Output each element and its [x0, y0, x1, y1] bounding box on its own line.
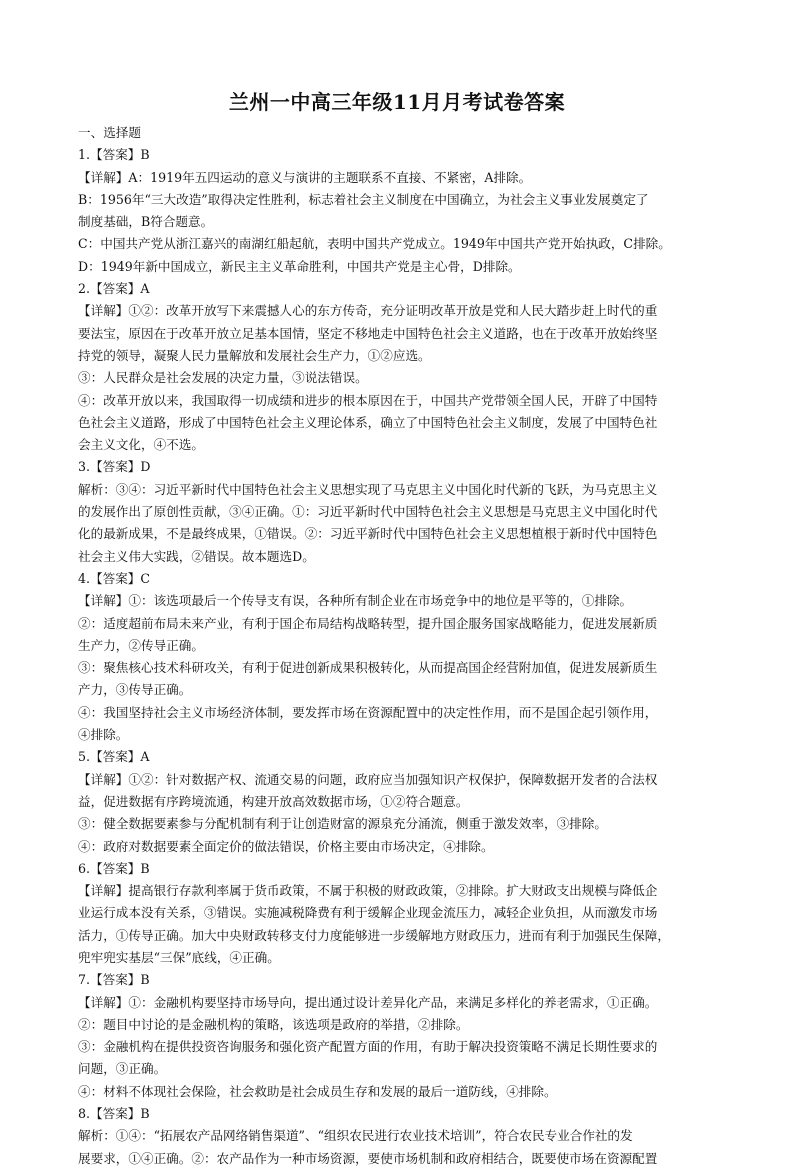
text-line: 化的最新成果，不是最终成果，①错误。②：习近平新时代中国特色社会主义思想植根于新时代中国特色	[78, 526, 658, 542]
text-line: B：1956年“三大改造”取得决定性胜利，标志着社会主义制度在中国确立，为社会主义事业发展奠定了	[78, 191, 649, 207]
text-line: 【详解】A：1919年五四运动的意义与演讲的主题联系不直接、不紧密，A排除。	[78, 169, 532, 185]
text-line: 8.【答案】B	[78, 1106, 150, 1122]
text-line: 【详解】①：金融机构要坚持市场导向，提出通过设计差异化产品，来满足多样化的养老需求，①正确。	[78, 994, 658, 1010]
text-line: 解析：①④：“拓展农产品网络销售渠道”、“组织农民进行农业技术培训”，符合农民专业合作社的发	[78, 1128, 633, 1144]
text-line: 要法宝，原因在于改革开放立足基本国情，坚定不移地走中国特色社会主义道路，也在于改革开放始终坚	[78, 325, 658, 341]
text-line: 3.【答案】D	[78, 459, 151, 475]
text-line: 【详解】①：该选项最后一个传导支有误，各种所有制企业在市场竞争中的地位是平等的，①排除。	[78, 593, 633, 609]
text-line: ③：聚焦核心技术科研攻关，有利于促进创新成果积极转化，从而提高国企经营附加值，促进发展新质生	[78, 660, 658, 676]
text-line: 【详解】①②：针对数据产权、流通交易的问题，政府应当加强知识产权保护，保障数据开发者的合法权	[78, 771, 658, 787]
text-line: 生产力，②传导正确。	[78, 637, 204, 653]
text-line: 一、选择题	[78, 125, 141, 140]
text-line: 业运行成本没有关系，③错误。实施减税降费有利于缓解企业现金流压力，减轻企业负担，从而激发市场	[78, 905, 658, 921]
text-line: 【详解】提高银行存款利率属于货币政策，不属于积极的财政政策，②排除。扩大财政支出规模与降低企	[78, 883, 658, 899]
text-line: C：中国共产党从浙江嘉兴的南湖红船起航，表明中国共产党成立。1949年中国共产党开始执政，C排除。	[78, 236, 671, 252]
text-line: 问题，③正确。	[78, 1061, 167, 1077]
text-line: ③：人民群众是社会发展的决定力量，③说法错误。	[78, 370, 368, 386]
text-line: 持党的领导，凝聚人民力量解放和发展社会生产力，①②应选。	[78, 347, 431, 363]
text-line: 6.【答案】B	[78, 860, 150, 876]
text-line: 产力，③传导正确。	[78, 682, 192, 698]
text-line: 活力，①传导正确。加大中央财政转移支付力度能够进一步缓解地方财政压力，进而有利于加强民生保障，	[78, 927, 670, 943]
text-line: 会主义文化，④不选。	[78, 437, 204, 453]
text-line: ②：题目中讨论的是金融机构的策略，该选项是政府的举措，②排除。	[78, 1016, 469, 1032]
text-line: 色社会主义道路，形成了中国特色社会主义理论体系，确立了中国特色社会主义制度，发展了中国特色社	[78, 414, 658, 430]
text-line: 5.【答案】A	[78, 749, 150, 765]
text-line: 2.【答案】A	[78, 281, 150, 297]
text-line: ④：材料不体现社会保险，社会救助是社会成员生存和发展的最后一道防线，④排除。	[78, 1083, 557, 1099]
text-line: 益，促进数据有序跨境流通，构建开放高效数据市场，①②符合题意。	[78, 793, 469, 809]
text-line: 1.【答案】B	[78, 147, 150, 163]
text-line: ④：改革开放以来，我国取得一切成绩和进步的根本原因在于，中国共产党带领全国人民，开辟了中国特	[78, 392, 658, 408]
text-line: 4.【答案】C	[78, 570, 151, 586]
text-line: 解析：③④：习近平新时代中国特色社会主义思想实现了马克思主义中国化时代新的飞跃，为马克思主义	[78, 481, 658, 497]
text-line: 【详解】①②：改革开放写下来震撼人心的东方传奇，充分证明改革开放是党和人民大踏步赶上时代的重	[78, 303, 658, 319]
text-line: 社会主义伟大实践，②错误。故本题选D。	[78, 548, 315, 564]
text-line: 展要求，①④正确。②：农产品作为一种市场资源，要使市场机制和政府相结合，既要使市场在资源配置	[78, 1150, 658, 1166]
text-line: 制度基础，B符合题意。	[78, 214, 214, 230]
text-line: ③：金融机构在提供投资咨询服务和强化资产配置方面的作用，有助于解决投资策略不满足长期性要求的	[78, 1039, 658, 1055]
text-line: ④：政府对数据要素全面定价的做法错误，价格主要由市场决定，④排除。	[78, 838, 494, 854]
text-line: ③：健全数据要素参与分配机制有利于让创造财富的源泉充分涌流，侧重于激发效率，③排除。	[78, 816, 607, 832]
text-line: ②：适度超前布局未来产业，有利于国企布局结构战略转型，提升国企服务国家战略能力，促进发展新质	[78, 615, 658, 631]
answer-content	[78, 122, 728, 1170]
text-line: 7.【答案】B	[78, 972, 150, 988]
text-line: ④：我国坚持社会主义市场经济体制，要发挥市场在资源配置中的决定性作用，而不是国企起引领作用，	[78, 704, 658, 720]
text-line: 的发展作出了原创性贡献，③④正确。①：习近平新时代中国特色社会主义思想是马克思主义中国化时代	[78, 504, 658, 520]
page-title: 兰州一中高三年级11月月考试卷答案	[228, 90, 566, 114]
text-line: D：1949年新中国成立，新民主主义革命胜利，中国共产党是主心骨，D排除。	[78, 258, 521, 274]
text-line: 兜牢兜实基层“三保”底线，④正确。	[78, 949, 280, 965]
text-line: ④排除。	[78, 727, 129, 743]
